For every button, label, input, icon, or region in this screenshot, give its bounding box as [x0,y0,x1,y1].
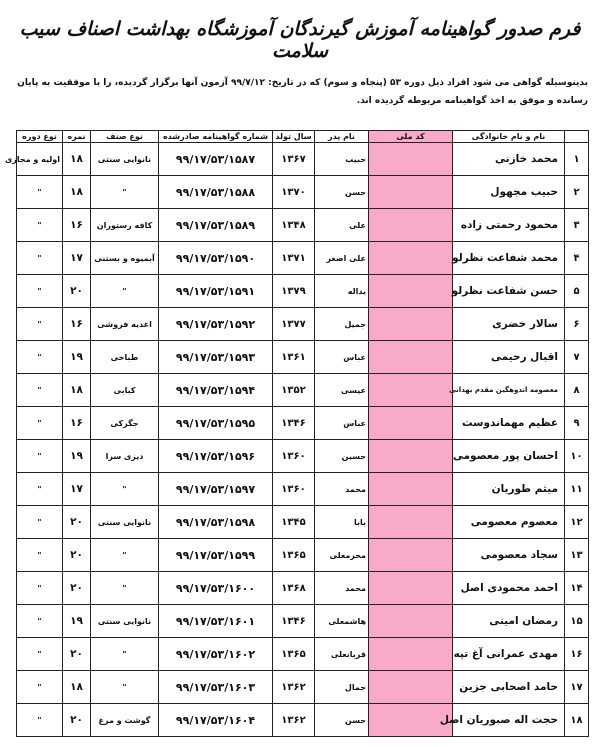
table-row [17,275,589,308]
father-name: بابا [315,506,369,539]
birth-year: ۱۳۶۷ [273,143,315,176]
score: ۱۹ [63,341,91,374]
trade-type: اغذیه فروشی [91,308,159,341]
row-number: ۱۳ [565,539,589,572]
national-id-redacted [369,440,453,473]
national-id-redacted [369,407,453,440]
father-name: محمد [315,473,369,506]
trade-type: کبابی [91,374,159,407]
score: ۱۹ [63,605,91,638]
row-number: ۷ [565,341,589,374]
father-name: عباس [315,407,369,440]
trade-type: " [91,176,159,209]
score: ۱۹ [63,440,91,473]
table-row [17,704,589,737]
national-id-redacted [369,209,453,242]
national-id-redacted [369,605,453,638]
row-number: ۱۰ [565,440,589,473]
national-id-redacted [369,275,453,308]
person-name: محمد شفاعت نظرلو [453,242,565,275]
certificate-number: ۹۹/۱۷/۵۳/۱۵۹۶ [159,440,273,473]
score: ۱۷ [63,473,91,506]
score: ۲۰ [63,506,91,539]
father-name: علی [315,209,369,242]
trade-type: " [91,539,159,572]
father-name: جمیل [315,308,369,341]
row-number: ۱۵ [565,605,589,638]
father-name: حبیب [315,143,369,176]
course-type: " [17,308,63,341]
row-number: ۸ [565,374,589,407]
certificate-number: ۹۹/۱۷/۵۳/۱۶۰۳ [159,671,273,704]
certificate-number: ۹۹/۱۷/۵۳/۱۶۰۰ [159,572,273,605]
trade-type: گوشت و مرغ [91,704,159,737]
father-name: حسن [315,176,369,209]
trade-type: نانوایی سنتی [91,143,159,176]
birth-year: ۱۳۵۲ [273,374,315,407]
father-name: یداله [315,275,369,308]
table-row [17,407,589,440]
certificate-number: ۹۹/۱۷/۵۳/۱۵۹۵ [159,407,273,440]
father-name: عباس [315,341,369,374]
person-name: سجاد معصومی [453,539,565,572]
table-row [17,671,589,704]
row-number: ۳ [565,209,589,242]
trade-type: نانوایی سنتی [91,506,159,539]
course-type: " [17,671,63,704]
table-row [17,605,589,638]
birth-year: ۱۳۶۸ [273,572,315,605]
certificate-number: ۹۹/۱۷/۵۳/۱۵۹۴ [159,374,273,407]
certificate-number: ۹۹/۱۷/۵۳/۱۶۰۴ [159,704,273,737]
course-type: " [17,638,63,671]
course-type: " [17,473,63,506]
person-name: عظیم مهماندوست [453,407,565,440]
course-type: " [17,704,63,737]
national-id-redacted [369,143,453,176]
header-birth-year: سال تولد [273,131,315,143]
table-row [17,539,589,572]
birth-year: ۱۳۷۷ [273,308,315,341]
score: ۱۸ [63,671,91,704]
father-name: محرمعلی [315,539,369,572]
certificate-number: ۹۹/۱۷/۵۳/۱۵۹۳ [159,341,273,374]
certificate-number: ۹۹/۱۷/۵۳/۱۵۹۷ [159,473,273,506]
trade-type: " [91,275,159,308]
trade-type: نانوایی سنتی [91,605,159,638]
national-id-redacted [369,308,453,341]
row-number: ۵ [565,275,589,308]
score: ۱۶ [63,209,91,242]
course-type: " [17,539,63,572]
course-type: " [17,242,63,275]
score: ۲۰ [63,704,91,737]
row-number: ۴ [565,242,589,275]
trade-type: " [91,572,159,605]
birth-year: ۱۳۶۵ [273,638,315,671]
header-score: نمره [63,131,91,143]
national-id-redacted [369,374,453,407]
birth-year: ۱۳۶۲ [273,671,315,704]
score: ۲۰ [63,275,91,308]
national-id-redacted [369,242,453,275]
course-type: " [17,407,63,440]
person-name: سالار خضری [453,308,565,341]
table-row [17,308,589,341]
person-name: مهدی عمرانی آغ تپه [453,638,565,671]
birth-year: ۱۳۶۰ [273,473,315,506]
father-name: حسین [315,440,369,473]
birth-year: ۱۳۶۱ [273,341,315,374]
row-number: ۲ [565,176,589,209]
birth-year: ۱۳۶۰ [273,440,315,473]
certificate-number: ۹۹/۱۷/۵۳/۱۵۹۸ [159,506,273,539]
birth-year: ۱۳۶۲ [273,704,315,737]
row-number: ۱۴ [565,572,589,605]
birth-year: ۱۳۴۶ [273,407,315,440]
header-num [565,131,589,143]
course-type: اولیه و مجازی [17,143,63,176]
trade-type: جگرکی [91,407,159,440]
father-name: جمال [315,671,369,704]
father-name: عیسی [315,374,369,407]
table-row [17,143,589,176]
header-cert-no: شماره گواهینامه صادرشده [159,131,273,143]
course-type: " [17,275,63,308]
trade-type: دیزی سرا [91,440,159,473]
row-number: ۱ [565,143,589,176]
trade-type: طباخی [91,341,159,374]
row-number: ۱۶ [565,638,589,671]
person-name: میثم طوریان [453,473,565,506]
certificate-table [4,130,589,737]
person-name: حامد اصحابی جزین [453,671,565,704]
national-id-redacted [369,341,453,374]
birth-year: ۱۳۷۰ [273,176,315,209]
birth-year: ۱۳۴۸ [273,209,315,242]
national-id-redacted [369,572,453,605]
score: ۱۷ [63,242,91,275]
score: ۱۸ [63,374,91,407]
trade-type: " [91,671,159,704]
header-name: نام و نام خانوادگی [453,131,565,143]
birth-year: ۱۳۷۱ [273,242,315,275]
birth-year: ۱۳۶۵ [273,539,315,572]
table-row [17,341,589,374]
trade-type: کافه رستوران [91,209,159,242]
certificate-number: ۹۹/۱۷/۵۳/۱۵۸۹ [159,209,273,242]
father-name: حسن [315,704,369,737]
intro-text: بدینوسیله گواهی می شود افراد ذیل دوره ۵۳ (پنجاه و سوم) که در تاریخ: ۹۹/۷/۱۲ آزمون آنها برگزار گردیده، را با موفقیت به پایان رسانده و موفق به اخذ گواهینامه مربوطه گردیده اند. [17,78,588,106]
row-number: ۹ [565,407,589,440]
score: ۱۸ [63,176,91,209]
course-type: " [17,341,63,374]
table-row [17,374,589,407]
course-type: " [17,374,63,407]
national-id-redacted [369,176,453,209]
person-name: حجت اله صبوریان اصل [453,704,565,737]
certificate-number: ۹۹/۱۷/۵۳/۱۵۸۷ [159,143,273,176]
certificate-number: ۹۹/۱۷/۵۳/۱۵۹۱ [159,275,273,308]
person-name: محمد خازنی [453,143,565,176]
header-trade: نوع صنف [91,131,159,143]
score: ۲۰ [63,572,91,605]
certificate-number: ۹۹/۱۷/۵۳/۱۵۹۹ [159,539,273,572]
person-name: رمضان امینی [453,605,565,638]
table-row [17,473,589,506]
row-number: ۱۲ [565,506,589,539]
course-type: " [17,176,63,209]
score: ۱۶ [63,407,91,440]
score: ۲۰ [63,539,91,572]
header-course-type: نوع دوره [17,131,63,143]
person-name: محمود رحمتی زاده [453,209,565,242]
row-number: ۶ [565,308,589,341]
table-row [17,209,589,242]
table-row [17,506,589,539]
score: ۲۰ [63,638,91,671]
birth-year: ۱۳۷۹ [273,275,315,308]
certificate-number: ۹۹/۱۷/۵۳/۱۶۰۱ [159,605,273,638]
course-type: " [17,209,63,242]
table-header-row [17,131,589,143]
certificate-number: ۹۹/۱۷/۵۳/۱۵۹۰ [159,242,273,275]
certificate-number: ۹۹/۱۷/۵۳/۱۵۹۲ [159,308,273,341]
row-number: ۱۷ [565,671,589,704]
course-type: " [17,440,63,473]
national-id-redacted [369,506,453,539]
person-name: معصومه اندوهگین مقدم بهدانی [453,374,565,407]
national-id-redacted [369,539,453,572]
person-name: حبیب مجهول [453,176,565,209]
birth-year: ۱۳۴۶ [273,605,315,638]
row-number: ۱۸ [565,704,589,737]
score: ۱۸ [63,143,91,176]
table-row [17,638,589,671]
table-row [17,176,589,209]
person-name: اقبال رحیمی [453,341,565,374]
trade-type: آبمیوه و بستنی [91,242,159,275]
national-id-redacted [369,671,453,704]
table-row [17,440,589,473]
table-row [17,242,589,275]
trade-type: " [91,638,159,671]
course-type: " [17,605,63,638]
person-name: احمد محمودی اصل [453,572,565,605]
father-name: علی اصغر [315,242,369,275]
course-type: " [17,572,63,605]
person-name: حسن شفاعت نظرلو [453,275,565,308]
course-type: " [17,506,63,539]
header-national-id: کد ملی [369,131,453,143]
header-father: نام پدر [315,131,369,143]
certificate-number: ۹۹/۱۷/۵۳/۱۶۰۲ [159,638,273,671]
form-title: فرم صدور گواهینامه آموزش گیرندگان آموزشگاه بهداشت اصناف سیب سلامت [19,18,581,62]
person-name: معصوم معصومی [453,506,565,539]
table-row [17,572,589,605]
birth-year: ۱۳۴۵ [273,506,315,539]
certificate-number: ۹۹/۱۷/۵۳/۱۵۸۸ [159,176,273,209]
father-name: محمد [315,572,369,605]
national-id-redacted [369,638,453,671]
trade-type: " [91,473,159,506]
score: ۱۶ [63,308,91,341]
father-name: قربانعلی [315,638,369,671]
national-id-redacted [369,473,453,506]
row-number: ۱۱ [565,473,589,506]
father-name: هاشمعلی [315,605,369,638]
person-name: احسان پور معصومی [453,440,565,473]
